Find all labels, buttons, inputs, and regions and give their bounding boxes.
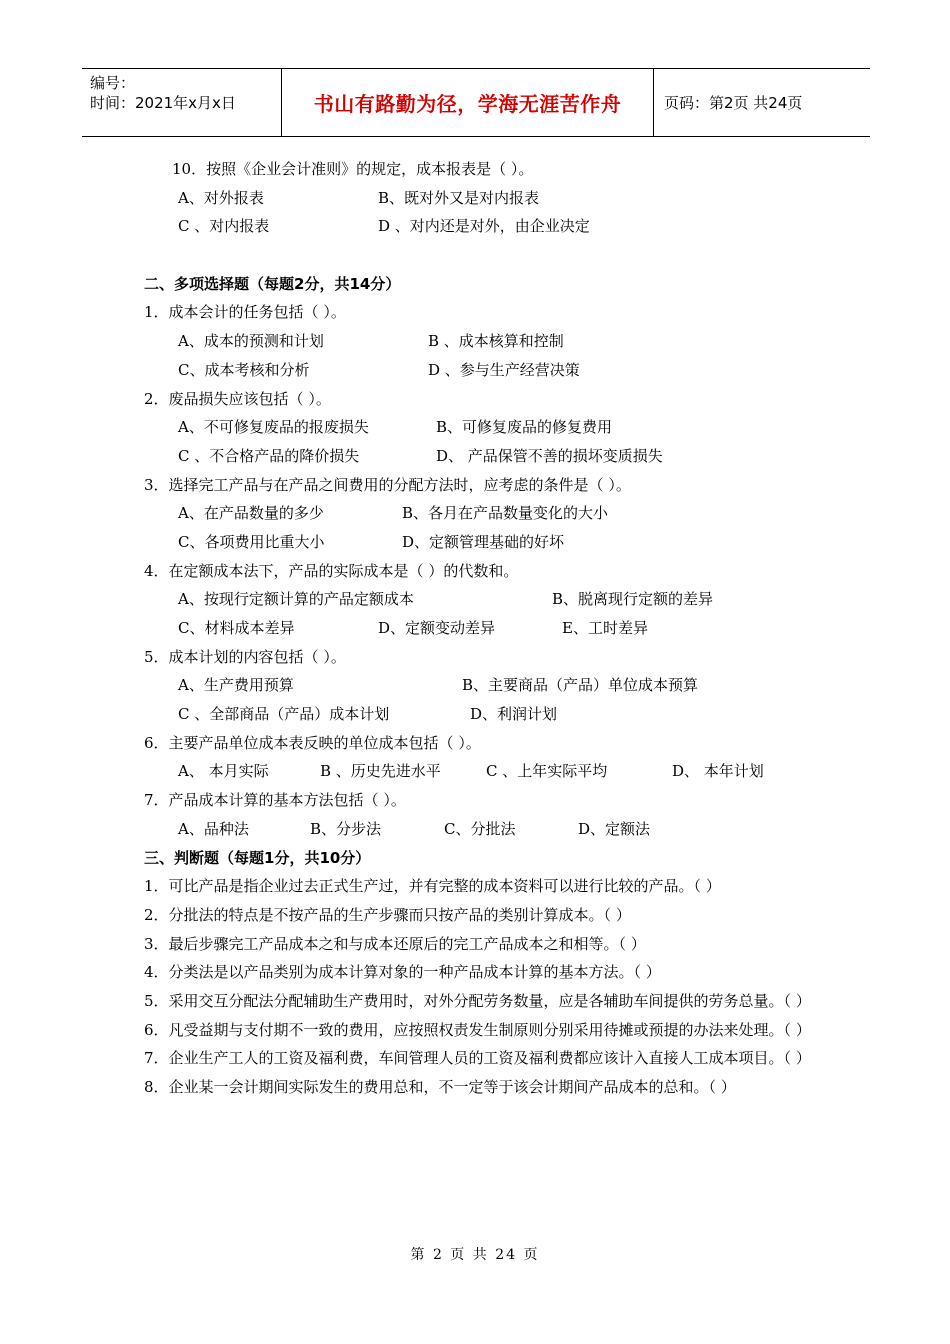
s2-q7-row1 [144, 815, 810, 844]
s2-q3-row1 [144, 499, 810, 528]
s2-q5-row2 [144, 700, 810, 729]
s2-q4-option-a: A、按现行定额计算的产品定额成本 [178, 590, 414, 609]
s2-q6-row1 [144, 757, 810, 786]
q10-option-d: D 、对内还是对外，由企业决定 [378, 217, 590, 236]
s2-q1-option-a: A、成本的预测和计划 [178, 332, 324, 351]
q10-option-a: A、对外报表 [178, 188, 264, 207]
header-meta [82, 69, 282, 136]
s2-q1-option-c: C、成本考核和分析 [178, 360, 310, 379]
s2-q6-option-c: C 、上年实际平均 [486, 762, 608, 781]
s2-q1-option-d: D 、参与生产经营决策 [428, 360, 580, 379]
s2-q7-option-a: A、品种法 [178, 819, 249, 838]
s2-q1-stem: 1．成本会计的任务包括（ ）。 [144, 303, 346, 322]
s3-item-7: 7．企业生产工人的工资及福利费，车间管理人员的工资及福利费都应该计入直接人工成本项目。（ ） [144, 1049, 811, 1068]
s2-q2-option-b: B、可修复废品的修复费用 [436, 418, 613, 437]
q10-options-row1 [144, 184, 810, 213]
s2-q7-option-d: D、定额法 [578, 819, 651, 838]
s2-q1-option-b: B 、成本核算和控制 [428, 332, 564, 351]
page-footer: 第 2 页 共 24 页 [410, 1247, 540, 1263]
s2-q4-option-c: C、材料成本差异 [178, 619, 295, 637]
s2-q3-option-b: B、各月在产品数量变化的大小 [402, 504, 609, 523]
s2-q3-stem: 3．选择完工产品与在产品之间费用的分配方法时，应考虑的条件是（ ）。 [144, 475, 631, 494]
s2-q3-row2 [144, 528, 810, 557]
spacer [144, 241, 810, 270]
s2-q4-row2 [144, 614, 810, 643]
s2-q7-option-b: B、分步法 [310, 819, 382, 838]
s2-q6-option-d: D、 本年计划 [672, 762, 764, 781]
s2-q6-option-a: A、 本月实际 [178, 762, 269, 781]
header-number: 编号： [90, 74, 136, 92]
q10-option-b: B、既对外又是对内报表 [378, 188, 540, 207]
header-time: 时间：2021年x月x日 [90, 94, 236, 112]
s2-q2-option-c: C 、不合格产品的降价损失 [178, 446, 360, 465]
s2-q3-option-d: D、定额管理基础的好坏 [402, 532, 565, 551]
s2-q3-option-a: A、在产品数量的多少 [178, 504, 324, 523]
header-page-info: 页码：第2页 共24页 [664, 94, 803, 112]
header-motto: 书山有路勤为径，学海无涯苦作舟 [282, 69, 654, 136]
s2-q4-option-d: D、定额变动差异 [378, 619, 496, 637]
s2-q4-option-b: B、脱离现行定额的差异 [552, 590, 714, 609]
q10-stem: 10．按照《企业会计准则》的规定，成本报表是（ ）。 [172, 160, 534, 178]
s2-q4-option-e: E、工时差异 [562, 619, 648, 637]
s3-item-5: 5．采用交互分配法分配辅助生产费用时，对外分配劳务数量，应是各辅助车间提供的劳务总量。（ ） [144, 991, 811, 1010]
s2-q2-stem: 2．废品损失应该包括（ ）。 [144, 389, 331, 408]
s2-q3-option-c: C、各项费用比重大小 [178, 532, 325, 551]
s2-q5-option-d: D、利润计划 [470, 705, 558, 724]
s2-q5-option-c: C 、全部商品（产品）成本计划 [178, 705, 390, 724]
s3-item-4: 4．分类法是以产品类别为成本计算对象的一种产品成本计算的基本方法。（ ） [144, 963, 661, 982]
s2-q5-row1 [144, 671, 810, 700]
s2-q5-option-a: A、生产费用预算 [178, 676, 294, 695]
document-body [144, 155, 810, 1102]
q10-option-c: C 、对内报表 [178, 217, 270, 236]
s3-item-2: 2．分批法的特点是不按产品的生产步骤而只按产品的类别计算成本。（ ） [144, 905, 631, 924]
s2-q2-option-d: D、 产品保管不善的损坏变质损失 [436, 446, 663, 465]
s2-q6-option-b: B 、历史先进水平 [320, 762, 441, 781]
s2-q2-row2 [144, 442, 810, 471]
s2-q1-row2 [144, 356, 810, 385]
s3-item-6: 6．凡受益期与支付期不一致的费用，应按照权责发生制原则分别采用待摊或预提的办法来处理。（ ） [144, 1020, 811, 1039]
s2-q1-row1 [144, 327, 810, 356]
section-3-title: 三、判断题（每题1分，共10分） [144, 848, 371, 867]
q10-options-row2 [144, 212, 810, 241]
s2-q7-stem: 7．产品成本计算的基本方法包括（ ）。 [144, 791, 406, 810]
s3-item-1: 1．可比产品是指企业过去正式生产过，并有完整的成本资料可以进行比较的产品。（ ） [144, 877, 721, 896]
s2-q5-option-b: B、主要商品（产品）单位成本预算 [462, 676, 699, 695]
s2-q7-option-c: C、分批法 [444, 819, 516, 838]
s3-item-8: 8．企业某一会计期间实际发生的费用总和，不一定等于该会计期间产品成本的总和。（ ） [144, 1078, 736, 1097]
s2-q2-option-a: A、不可修复废品的报废损失 [178, 418, 369, 437]
s2-q6-stem: 6．主要产品单位成本表反映的单位成本包括（ ）。 [144, 733, 481, 752]
s2-q4-stem: 4．在定额成本法下，产品的实际成本是（ ）的代数和。 [144, 561, 519, 580]
s2-q4-row1 [144, 585, 810, 614]
s3-item-3: 3．最后步骤完工产品成本之和与成本还原后的完工产品成本之和相等。（ ） [144, 934, 646, 953]
s2-q2-row1 [144, 413, 810, 442]
s2-q5-stem: 5．成本计划的内容包括（ ）。 [144, 647, 346, 666]
section-2-title: 二、多项选择题（每题2分，共14分） [144, 274, 401, 293]
page-header [82, 68, 870, 137]
